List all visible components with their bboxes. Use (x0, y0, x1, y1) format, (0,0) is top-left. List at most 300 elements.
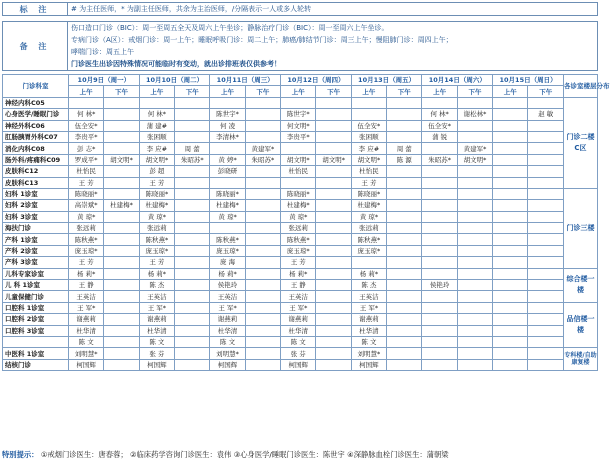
remark-text: 伤口造口门诊（BIC）：周一至周五全天及周六上午坐诊；静脉治疗门诊（BIC）：周一至周六上午坐诊。 专病门诊（A区）：戒烟门诊：周一上午；睡眠呼吸门诊：周二上午；肺癌/肺结节门诊：周三上午；慢阻肺门诊：周四上午； 哮喘门诊：周五上午 门诊医生出诊因特殊情况可能临时有变动，就出诊排班表仅供参考！ (68, 22, 598, 71)
doctor-cell (422, 302, 457, 313)
pm-header: 下午 (245, 86, 280, 97)
footer-item: ①戒烟门诊医生：唐春蓉； (40, 450, 128, 459)
doctor-cell: 陈 杰 (351, 280, 386, 291)
doctor-cell (175, 302, 210, 313)
doctor-cell (175, 359, 210, 370)
doctor-cell (69, 97, 104, 108)
location-cell: 门诊三楼 (564, 188, 598, 268)
pm-header: 下午 (175, 86, 210, 97)
table-row (3, 348, 598, 359)
doctor-cell (104, 348, 139, 359)
doctor-cell: 周 蕾 (175, 143, 210, 154)
doctor-cell (175, 257, 210, 268)
doctor-cell: 胡文明* (316, 154, 351, 165)
doctor-cell (104, 143, 139, 154)
doctor-cell: 胡文明* (351, 154, 386, 165)
doctor-cell (457, 200, 492, 211)
doctor-cell: 陈世宇* (281, 109, 316, 120)
doctor-cell: 庞玉琼* (139, 245, 174, 256)
doctor-cell (104, 234, 139, 245)
doctor-cell: 赵 敏 (528, 109, 564, 120)
doctor-cell (493, 177, 528, 188)
doctor-cell: 朱昭苏* (245, 154, 280, 165)
doctor-cell: 王 芳 (281, 257, 316, 268)
doctor-cell (104, 268, 139, 279)
doctor-cell: 刘明慧* (210, 348, 245, 359)
am-header: 上午 (493, 86, 528, 97)
doctor-cell (245, 188, 280, 199)
doctor-cell (175, 245, 210, 256)
doctor-cell: 陈 文 (210, 336, 245, 347)
doctor-cell (210, 223, 245, 234)
doctor-cell (316, 109, 351, 120)
doctor-cell (175, 177, 210, 188)
doctor-cell (316, 200, 351, 211)
doctor-cell: 庞玉琼* (351, 245, 386, 256)
doctor-cell (457, 325, 492, 336)
doctor-cell (387, 359, 422, 370)
doctor-cell: 王英洁 (69, 291, 104, 302)
doctor-cell (422, 211, 457, 222)
doctor-cell (457, 223, 492, 234)
doctor-cell: 庞玉琼* (281, 245, 316, 256)
doctor-cell (493, 245, 528, 256)
doctor-cell (528, 211, 564, 222)
doctor-cell: 王 芳 (139, 177, 174, 188)
doctor-cell (422, 325, 457, 336)
doctor-cell (457, 177, 492, 188)
dept-name: 皮肤科C12 (3, 166, 69, 177)
doctor-cell (422, 336, 457, 347)
doctor-cell: 柯国辉 (210, 359, 245, 370)
doctor-cell: 黄 琼* (139, 211, 174, 222)
doctor-cell: 张远莉 (69, 223, 104, 234)
doctor-cell: 朱昭苏* (422, 154, 457, 165)
doctor-cell: 陈 文 (281, 336, 316, 347)
doctor-cell (387, 280, 422, 291)
am-header: 上午 (69, 86, 104, 97)
doctor-cell (175, 280, 210, 291)
doctor-cell (245, 325, 280, 336)
doctor-cell (210, 143, 245, 154)
dept-name: 产科 2诊室 (3, 245, 69, 256)
doctor-cell (245, 211, 280, 222)
doctor-cell (493, 314, 528, 325)
doctor-cell (493, 359, 528, 370)
doctor-cell (104, 120, 139, 131)
pm-header: 下午 (316, 86, 351, 97)
table-row (3, 234, 598, 245)
doctor-cell: 陈晓丽* (281, 188, 316, 199)
doctor-cell (387, 166, 422, 177)
doctor-cell (387, 188, 422, 199)
dept-name: 妇科 1诊室 (3, 188, 69, 199)
doctor-cell (387, 97, 422, 108)
marker-text: # 为主任医师，* 为副主任医师，共余为主治医师，/分隔表示一人或多人轮转 (68, 3, 598, 16)
doctor-cell: 张 芬 (281, 348, 316, 359)
am-header: 上午 (210, 86, 245, 97)
doctor-cell (457, 257, 492, 268)
doctor-cell (493, 166, 528, 177)
doctor-cell (387, 257, 422, 268)
doctor-cell (104, 291, 139, 302)
doctor-cell (316, 131, 351, 142)
doctor-cell (175, 234, 210, 245)
am-header: 上午 (422, 86, 457, 97)
doctor-cell (316, 336, 351, 347)
doctor-cell (493, 97, 528, 108)
doctor-cell: 李清林* (210, 131, 245, 142)
doctor-cell: 杜华清 (281, 325, 316, 336)
doctor-cell (316, 188, 351, 199)
doctor-cell: 陈秋燕* (139, 234, 174, 245)
dept-name: 肛肠胰胃外科C07 (3, 131, 69, 142)
doctor-cell (245, 291, 280, 302)
doctor-cell: 谢燕莉 (139, 314, 174, 325)
doctor-cell (528, 257, 564, 268)
doctor-cell (104, 188, 139, 199)
table-row (3, 280, 598, 291)
doctor-cell: 杨 莉* (210, 268, 245, 279)
doctor-cell (422, 314, 457, 325)
doctor-cell: 何 林* (69, 109, 104, 120)
doctor-cell (493, 302, 528, 313)
doctor-cell (245, 245, 280, 256)
doctor-cell (245, 200, 280, 211)
doctor-cell (493, 211, 528, 222)
doctor-cell: 蒲 锐 (422, 131, 457, 142)
location-header: 各诊室楼层分布 (564, 75, 598, 98)
doctor-cell: 张困顺 (139, 131, 174, 142)
doctor-cell (422, 166, 457, 177)
doctor-cell: 彭晓研 (210, 166, 245, 177)
day-header: 10月12日（周四） (281, 75, 352, 86)
doctor-cell: 黄建军* (457, 143, 492, 154)
doctor-cell (175, 97, 210, 108)
doctor-cell: 陈秋燕* (210, 234, 245, 245)
doctor-cell: 杜建梅* (351, 200, 386, 211)
dept-name: 结核门诊 (3, 359, 69, 370)
doctor-cell (175, 291, 210, 302)
dept-name: 儿童保健门诊 (3, 291, 69, 302)
doctor-cell: 黄 琼* (69, 211, 104, 222)
remark-label: 备 注 (3, 22, 68, 71)
dept-name: 儿 科 1诊室 (3, 280, 69, 291)
doctor-cell: 张远莉 (351, 223, 386, 234)
doctor-cell: 杨 莉* (281, 268, 316, 279)
doctor-cell (528, 143, 564, 154)
doctor-cell (316, 257, 351, 268)
doctor-cell (175, 188, 210, 199)
doctor-cell (528, 97, 564, 108)
doctor-cell (457, 280, 492, 291)
doctor-cell (387, 291, 422, 302)
doctor-cell (175, 325, 210, 336)
doctor-cell (528, 166, 564, 177)
doctor-cell (316, 359, 351, 370)
table-row (3, 211, 598, 222)
dept-name: 口腔科 1诊室 (3, 302, 69, 313)
doctor-cell (245, 223, 280, 234)
doctor-cell: 谢燕莉 (69, 314, 104, 325)
doctor-cell: 彭 超 (139, 166, 174, 177)
doctor-cell (351, 97, 386, 108)
doctor-cell (104, 325, 139, 336)
doctor-cell (422, 200, 457, 211)
doctor-cell (457, 245, 492, 256)
table-row (3, 325, 598, 336)
doctor-cell (245, 268, 280, 279)
footer-item: ③心身医学/睡眠门诊医生：陈世宇 (233, 450, 345, 459)
location-cell: 专科楼/自助康复楼 (564, 348, 598, 371)
day-header: 10月11日（周三） (210, 75, 281, 86)
doctor-cell: 陈 文 (139, 336, 174, 347)
doctor-cell: 朱昭苏* (175, 154, 210, 165)
dept-name: 口腔科 3诊室 (3, 325, 69, 336)
doctor-cell (422, 234, 457, 245)
doctor-cell: 陈 杰 (139, 280, 174, 291)
doctor-cell: 谢燕莉 (210, 314, 245, 325)
doctor-cell (387, 336, 422, 347)
doctor-cell (351, 257, 386, 268)
doctor-cell (316, 234, 351, 245)
doctor-cell (457, 188, 492, 199)
doctor-cell (104, 211, 139, 222)
doctor-cell: 陈 文 (351, 336, 386, 347)
doctor-cell (175, 166, 210, 177)
doctor-cell: 柯国辉 (139, 359, 174, 370)
doctor-cell (493, 200, 528, 211)
table-row (3, 200, 598, 211)
doctor-cell (422, 223, 457, 234)
doctor-cell (104, 166, 139, 177)
doctor-cell (281, 143, 316, 154)
doctor-cell (457, 120, 492, 131)
doctor-cell: 陈世宇* (210, 109, 245, 120)
doctor-cell: 谢燕莉 (351, 314, 386, 325)
table-row (3, 336, 598, 347)
doctor-cell (528, 336, 564, 347)
doctor-cell: 杜怡民 (69, 166, 104, 177)
table-row (3, 154, 598, 165)
doctor-cell (457, 166, 492, 177)
day-header: 10月13日（周五） (351, 75, 422, 86)
doctor-cell: 王英洁 (351, 291, 386, 302)
doctor-cell (387, 120, 422, 131)
doctor-cell (493, 257, 528, 268)
dept-name: 心身医学/睡眠门诊 (3, 109, 69, 120)
doctor-cell: 李 应# (139, 143, 174, 154)
doctor-cell (104, 257, 139, 268)
doctor-cell (528, 291, 564, 302)
doctor-cell: 王 静 (281, 280, 316, 291)
dept-name: 神经内科C05 (3, 97, 69, 108)
doctor-cell: 陈晓丽* (351, 188, 386, 199)
doctor-cell: 庞玉琼* (210, 245, 245, 256)
doctor-cell: 庞 海 (210, 257, 245, 268)
doctor-cell (387, 200, 422, 211)
table-row (3, 166, 598, 177)
doctor-cell (104, 109, 139, 120)
pm-header: 下午 (528, 86, 564, 97)
doctor-cell (528, 280, 564, 291)
doctor-cell (528, 154, 564, 165)
notes-table (2, 2, 598, 71)
doctor-cell: 陈秋燕* (351, 234, 386, 245)
doctor-cell: 王英洁 (210, 291, 245, 302)
doctor-cell (387, 223, 422, 234)
doctor-cell: 刘明慧* (69, 348, 104, 359)
doctor-cell: 杜华清 (351, 325, 386, 336)
table-row (3, 188, 598, 199)
location-cell: 综合楼一楼 (564, 268, 598, 302)
dept-name: 神经外科C06 (3, 120, 69, 131)
doctor-cell: 黄 琼* (210, 211, 245, 222)
doctor-cell (175, 211, 210, 222)
footer-notice (2, 448, 598, 462)
doctor-cell (245, 302, 280, 313)
doctor-cell (316, 325, 351, 336)
doctor-cell (316, 314, 351, 325)
doctor-cell: 柯国辉 (281, 359, 316, 370)
doctor-cell: 黄建军* (245, 143, 280, 154)
doctor-cell: 陈晓丽* (69, 188, 104, 199)
doctor-cell (245, 120, 280, 131)
doctor-cell (493, 348, 528, 359)
doctor-cell (387, 268, 422, 279)
dept-name: 海扶门诊 (3, 223, 69, 234)
doctor-cell (422, 291, 457, 302)
doctor-cell: 谢燕莉 (281, 314, 316, 325)
table-row (3, 302, 598, 313)
doctor-cell (104, 359, 139, 370)
footer-label: 特别提示： (2, 450, 39, 459)
table-row (3, 314, 598, 325)
doctor-cell (528, 268, 564, 279)
doctor-cell (175, 131, 210, 142)
doctor-cell (245, 280, 280, 291)
footer-item: ④深静脉血栓门诊医生：蒲朝梁 (347, 450, 449, 459)
doctor-cell (528, 325, 564, 336)
doctor-cell (528, 200, 564, 211)
marker-label: 标 注 (3, 3, 68, 16)
table-row (3, 109, 598, 120)
dept-name: 妇科 3诊室 (3, 211, 69, 222)
doctor-cell: 杜怡民 (351, 166, 386, 177)
am-header: 上午 (139, 86, 174, 97)
doctor-cell: 刘明慧* (351, 348, 386, 359)
doctor-cell (528, 234, 564, 245)
doctor-cell: 侯艳玲 (210, 280, 245, 291)
doctor-cell (422, 257, 457, 268)
doctor-cell (493, 109, 528, 120)
doctor-cell (493, 325, 528, 336)
doctor-cell: 陈晓丽* (139, 188, 174, 199)
doctor-cell: 王 芳 (139, 257, 174, 268)
doctor-cell (245, 359, 280, 370)
doctor-cell (493, 336, 528, 347)
footer-item: ②临床药学咨询门诊医生：袁伟 (129, 450, 232, 459)
doctor-cell (104, 97, 139, 108)
doctor-cell (493, 120, 528, 131)
doctor-cell (422, 359, 457, 370)
doctor-cell: 何 凌 (210, 120, 245, 131)
doctor-cell (387, 348, 422, 359)
doctor-cell: 何 林* (139, 109, 174, 120)
doctor-cell (245, 336, 280, 347)
table-row (3, 245, 598, 256)
doctor-cell: 杜华清 (69, 325, 104, 336)
doctor-cell (210, 97, 245, 108)
doctor-cell (457, 211, 492, 222)
doctor-cell: 何 林* (422, 109, 457, 120)
doctor-cell (457, 268, 492, 279)
doctor-cell (457, 291, 492, 302)
doctor-cell: 胡文明* (139, 154, 174, 165)
doctor-cell (457, 131, 492, 142)
doctor-cell (316, 143, 351, 154)
doctor-cell: 杜建梅* (139, 200, 174, 211)
doctor-cell: 柯国辉 (351, 359, 386, 370)
doctor-cell: 庞玉琼* (69, 245, 104, 256)
day-header: 10月15日（周日） (493, 75, 564, 86)
day-header: 10月10日（周二） (139, 75, 210, 86)
doctor-cell: 杜建梅* (281, 200, 316, 211)
doctor-cell (316, 268, 351, 279)
doctor-cell: 杜怡民 (281, 166, 316, 177)
doctor-cell (245, 257, 280, 268)
doctor-cell (528, 359, 564, 370)
doctor-cell (104, 245, 139, 256)
doctor-cell (175, 336, 210, 347)
table-row (3, 97, 598, 108)
doctor-cell (457, 348, 492, 359)
doctor-cell: 王 军* (69, 302, 104, 313)
doctor-cell (528, 131, 564, 142)
doctor-cell: 伍全安* (351, 120, 386, 131)
doctor-cell (387, 302, 422, 313)
doctor-cell (175, 109, 210, 120)
doctor-cell (422, 348, 457, 359)
doctor-cell: 陈秋燕* (69, 234, 104, 245)
doctor-cell: 张远莉 (281, 223, 316, 234)
doctor-cell (316, 302, 351, 313)
doctor-cell (422, 188, 457, 199)
doctor-cell: 蒲 建# (139, 120, 174, 131)
doctor-cell (175, 200, 210, 211)
doctor-cell (387, 245, 422, 256)
doctor-cell: 陈 源 (387, 154, 422, 165)
doctor-cell: 王 军* (351, 302, 386, 313)
doctor-cell: 杨 莉* (69, 268, 104, 279)
doctor-cell (493, 154, 528, 165)
doctor-cell (528, 245, 564, 256)
doctor-cell (245, 234, 280, 245)
doctor-cell (422, 245, 457, 256)
doctor-cell: 王英洁 (139, 291, 174, 302)
doctor-cell (104, 302, 139, 313)
doctor-cell (457, 302, 492, 313)
doctor-cell (493, 291, 528, 302)
doctor-cell: 杜建梅* (104, 200, 139, 211)
doctor-cell: 黄 婷* (210, 154, 245, 165)
doctor-cell (351, 109, 386, 120)
doctor-cell (104, 131, 139, 142)
dept-name: 产科 3诊室 (3, 257, 69, 268)
doctor-cell: 伍全安* (422, 120, 457, 131)
doctor-cell (528, 177, 564, 188)
doctor-cell (528, 223, 564, 234)
